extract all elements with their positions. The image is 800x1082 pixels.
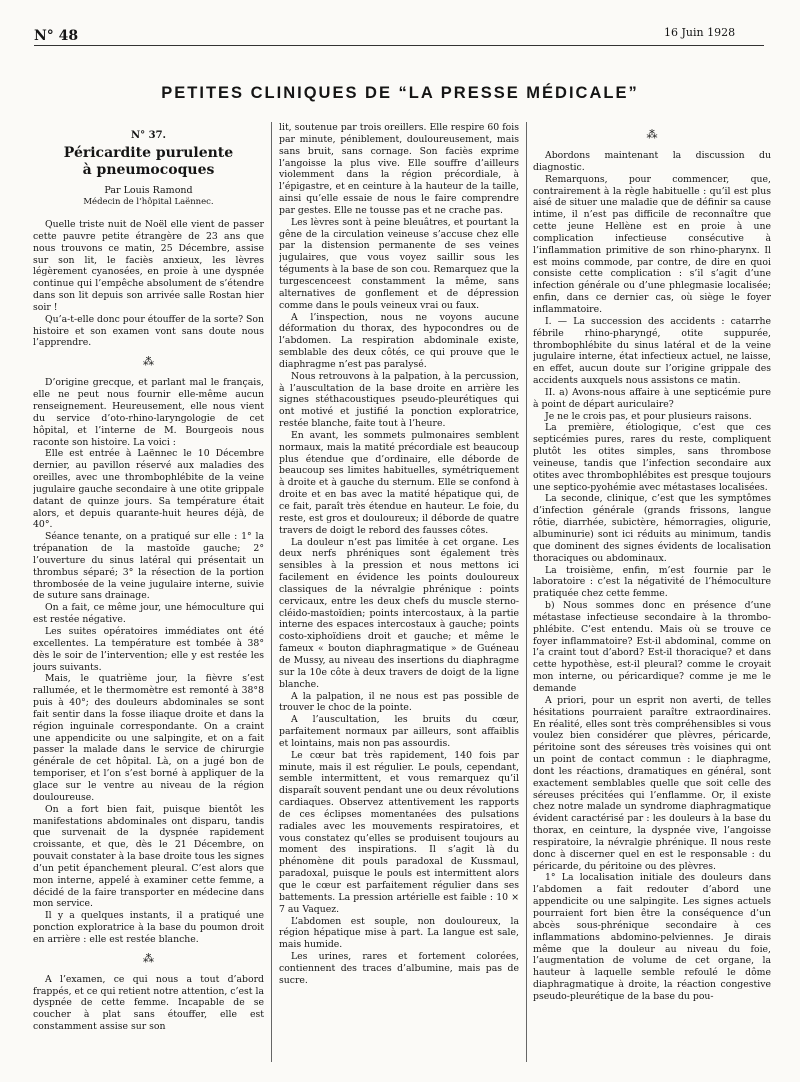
section-separator-asterism: ⁂ [143,355,154,369]
paragraph: La première, étiologique, c’est que ces septicémies pures, rares du reste, compliquent plutôt les otites simples, sans thrombose veineuse, tandis que l’infection secondaire aux otites avec thrombophlébites est presque toujours une septico-pyohémie avec métastases localisées. [533,422,771,493]
text-column-3 [533,122,771,1068]
paragraph: A la palpation, il ne nous est pas possible de trouver le choc de la pointe. [279,690,519,714]
paragraph: La troisième, enfin, m’est fournie par le laboratoire : c’est la négativité de l’hémoculture pratiquée chez cette femme. [533,564,771,600]
header-rule [34,45,764,46]
page-number: N° 48 [34,28,79,44]
issue-date: 16 Juin 1928 [664,26,736,39]
paragraph: La seconde, clinique, c’est que les symptômes d’infection générale (grands frissons, langue rôtie, diarrhée, subictère, hémorragies, oligurie, albuminurie) sont ici réduits au minimum, tandis que dominent des signes évidents de localisation thoraciques ou abdominaux. [533,493,771,564]
paragraph: L’abdomen est souple, non douloureux, la région hépatique mise à part. La langue est sale, mais humide. [279,915,519,951]
article-number: N° 37. [130,130,167,141]
paragraph: lit, soutenue par trois oreillers. Elle respire 60 fois par minute, péniblement, douloureusement, mais sans bruit, sans cornage. Son faciès exprime l’angoisse la plus vive. Elle souffre d’ailleurs violemment dans la région précordiale, à l’épigastre, et en ceinture à la hauteur de la taille, ainsi qu’elle essaie de nous le faire comprendre par gestes. Elle ne tousse pas et ne crache pas. [279,122,519,216]
paragraph: Les urines, rares et fortement colorées, contiennent des traces d’albumine, mais pas de sucre. [279,951,519,986]
paragraph: 1° La localisation initiale des douleurs dans l’abdomen a fait redouter d’abord une appendicite ou une salpingite. Les signes actuels pourraient fort bien être la conséquence d’un abcès sous-phrénique secondaire à ces inflammations abdomino-pelviennes. Je dirais même que la douleur au niveau du foie, l’augmentation de volume de cet organe, la hauteur à laquelle semble refoulé le dôme diaphragmatique à droite, la réaction congestive pseudo-pleurétique de la base du pou- [533,872,771,1002]
paragraph: Qu’a-t-elle donc pour étouffer de la sorte? Son histoire et son examen vont sans doute nous l’apprendre. [33,313,264,349]
paragraph: I. — La succession des accidents : catarrhe fébrile rhino-pharyngé, otite suppurée, thrombophlébite du sinus latéral et de la veine jugulaire interne, état infectieux actuel, ne laisse, en effet, aucun doute sur l’origine grippale des accidents auxquels nous assistons ce matin. [533,315,771,387]
section-separator-asterism: ⁂ [143,951,154,965]
paragraph: Mais, le quatrième jour, la fièvre s’est rallumée, et le thermomètre est remonté à 38°8 puis à 40°; des douleurs abdominales se sont fait sentir dans la fosse iliaque droite et dans la région inguinale correspondante. On a craint une appendicite ou une salpingite, et on a fait passer la malade dans le service de chirurgie générale de cet hôpital. Là, on a jugé bon de temporiser, et l’on s’est borné à appliquer de la glace sur le ventre au niveau de la région douloureuse. [33,673,264,803]
column-divider [271,122,272,1062]
paragraph: A l’examen, ce qui nous a tout d’abord frappés, et ce qui retient notre attention, c’est la dyspnée de cette femme. Incapable de se coucher à plat sans étouffer, elle est constamment assise sur son [33,973,264,1033]
paragraph: On a fait, ce même jour, une hémoculture qui est restée négative. [33,602,264,626]
paragraph: La douleur n’est pas limitée à cet organe. Les deux nerfs phréniques sont également très sensibles à la pression et nous mettons ici facilement en évidence les points douloureux classiques de la névralgie phrénique : points cervicaux, entre les deux chefs du muscle sterno-cléido-mastoïdien; points intercostaux, à la partie interne des espaces intercostaux à gauche; points costo-xiphoïdiens droit et gauche; et même le fameux « bouton diaphragmatique » de Guéneau de Mussy, au niveau des insertions du diaphragme sur la 10e côte à deux travers de doigt de la ligne blanche. [279,536,519,690]
paragraph: D’origine grecque, et parlant mal le français, elle ne peut nous fournir elle-même aucun renseignement. Heureusement, elle nous vient du service d’oto-rhino-laryngologie de cet hôpital, et l’interne de M. Bourgeois nous raconte son histoire. La voici : [33,377,264,448]
paragraph: Quelle triste nuit de Noël elle vient de passer cette pauvre petite étrangère de 23 ans que nous trouvons ce matin, 25 Décembre, assise sur son lit, le faciès anxieux, les lèvres légèrement cyanosées, en proie à une dyspnée continue qui l’empêche absolument de s’étendre dans son lit depuis son arrivée salle Rostan hier soir ! [33,219,264,313]
paragraph: Nous retrouvons à la palpation, à la percussion, à l’auscultation de la base droite en arrière les signes stéthacoustiques pseudo-pleurétiques qui ont motivé et justifié la ponction exploratrice, restée blanche, faite tout à l’heure. [279,370,519,430]
paragraph: Il y a quelques instants, il a pratiqué une ponction exploratrice à la base du poumon droit en arrière : elle est restée blanche. [33,910,264,945]
journal-section-title: PETITES CLINIQUES DE “LA PRESSE MÉDICALE” [161,84,639,102]
paragraph: II. a) Avons-nous affaire à une septicémie pure à point de départ auriculaire? [533,386,771,410]
paragraph: b) Nous sommes donc en présence d’une métastase infectieuse secondaire à la thrombo-phlébite. C’est entendu. Mais où se trouve ce foyer inflammatoire? Est-il abdominal, comme on l’a craint tout d’abord? Est-il thoracique? et dans cette hypothèse, est-il pleural? comme le croyait mon interne, ou péricardique? comme je me le demande [533,600,771,694]
section-separator-asterism: ⁂ [646,128,658,141]
paragraph: En avant, les sommets pulmonaires semblent normaux, mais la matité précordiale est beaucoup plus étendue que d’ordinaire, elle déborde de beaucoup ses limites habituelles, symétriquement à droite et à gauche du sternum. Elle se confond à droite et en bas avec la matité hépatique qui, de ce fait, paraît très étendue en hauteur. Le foie, du reste, est gros et douloureux; il déborde de quatre travers de doigt le rebord des fausses côtes. [279,429,519,536]
paragraph: Elle est entrée à Laënnec le 10 Décembre dernier, au pavillon réservé aux maladies des oreilles, avec une thrombophlébite de la veine jugulaire gauche secondaire à une otite grippale datant de quinze jours. Sa température était alors, et depuis quarante-huit heures déjà, de 40°. [33,448,264,531]
paragraph: Abordons maintenant la discussion du diagnostic. [533,150,771,173]
paragraph: Les suites opératoires immédiates ont été excellentes. La température est tombée à 38° dès le soir de l’intervention; elle y est restée les jours suivants. [33,626,264,673]
paragraph: Je ne le crois pas, et pour plusieurs raisons. [545,410,752,422]
paragraph: A l’inspection, nous ne voyons aucune déformation du thorax, des hypocondres ou de l’abdomen. La respiration abdominale existe, semblable des deux côtés, ce qui prouve que le diaphragme n’est pas paralysé. [279,311,519,370]
article-title-line-2: à pneumocoques [82,162,215,178]
author-affiliation: Médecin de l’hôpital Laënnec. [83,197,214,207]
article-title [33,145,264,179]
paragraph: Remarquons, pour commencer, que, contrairement à la règle habituelle : qu’il est plus aisé de situer une maladie que de définir sa cause intime, il n’est pas difficile de reconnaître que cette jeune Hellène est en proie à une complication infectieuse consécutive à l’inflammation primitive de son rhino-pharynx. Il est moins commode, par contre, de dire en quoi consiste cette complication : s’il s’agit d’une infection générale ou d’une phlegmasie localisée; enfin, dans ce dernier cas, où siège le foyer inflammatoire. [533,173,771,315]
paragraph: Séance tenante, on a pratiqué sur elle : 1° la trépanation de la mastoïde gauche; 2° l’ouverture du sinus latéral qui présentait un thrombus séparé; 3° la résection de la portion thrombosée de la veine jugulaire interne, suivie de suture sans drainage. [33,531,264,602]
paragraph: A l’auscultation, les bruits du cœur, parfaitement normaux par ailleurs, sont affaiblis et lointains, mais non pas assourdis. [279,714,519,749]
paragraph: Le cœur bat très rapidement, 140 fois par minute, mais il est régulier. Le pouls, cependant, semble intermittent, et vous remarquez qu’il disparaît souvent pendant une ou deux révolutions cardiaques. Observez attentivement les rapports de ces éclipses momentanées des pulsations radiales avec les mouvements respiratoires, et vous constatez qu’elles se produisent toujours au moment des inspirations. Il s’agit là du phénomène dit pouls paradoxal de Kussmaul, paradoxal, puisque le pouls est intermittent alors que le cœur est parfaitement régulier dans ses battements. La pression artérielle est faible : 10 × 7 au Vaquez. [279,749,519,915]
paragraph: On a fort bien fait, puisque bientôt les manifestations abdominales ont disparu, tandis que survenait de la dyspnée rapidement croissante, et que, dès le 21 Décembre, on pouvait constater à la base droite tous les signes d’un petit épanchement pleural. C’est alors que mon interne, appelé à examiner cette femme, a décidé de la faire transporter en médecine dans mon service. [33,803,264,910]
text-column-1 [33,122,264,1068]
column-divider [526,122,527,1062]
paragraph: A priori, pour un esprit non averti, de telles hésitations pourraient paraître extraordinaires. En réalité, elles sont très compréhensibles si vous voulez bien considérer que plèvres, péricarde, péritoine sont des séreuses très voisines qui ont un point de contact commun : le diaphragme, dont les réactions, dramatiques en général, sont exactement semblables quelle que soit celle des séreuses précitées qui l’enflamme. Or, il existe chez notre malade un syndrome diaphragmatique évident caractérisé par : les douleurs à la base du thorax, en ceinture, la dyspnée vive, l’angoisse respiratoire, la névralgie phrénique. Il nous reste donc à discerner quel en est le responsable : du péricarde, du péritoine ou des plèvres. [533,694,771,872]
article-title-line-1: Péricardite purulente [63,145,234,161]
paragraph: Les lèvres sont à peine bleuâtres, et pourtant la gêne de la circulation veineuse s’accuse chez elle par la distension permanente de ses veines jugulaires, que vous voyez saillir sous les téguments à la base de son cou. Remarquez que la turgescenceest constamment la même, sans alternatives de gonflement et de dépression comme dans le pouls veineux vrai ou faux. [279,216,519,311]
article-author: Par Louis Ramond [104,185,193,196]
text-column-2 [279,122,519,1068]
